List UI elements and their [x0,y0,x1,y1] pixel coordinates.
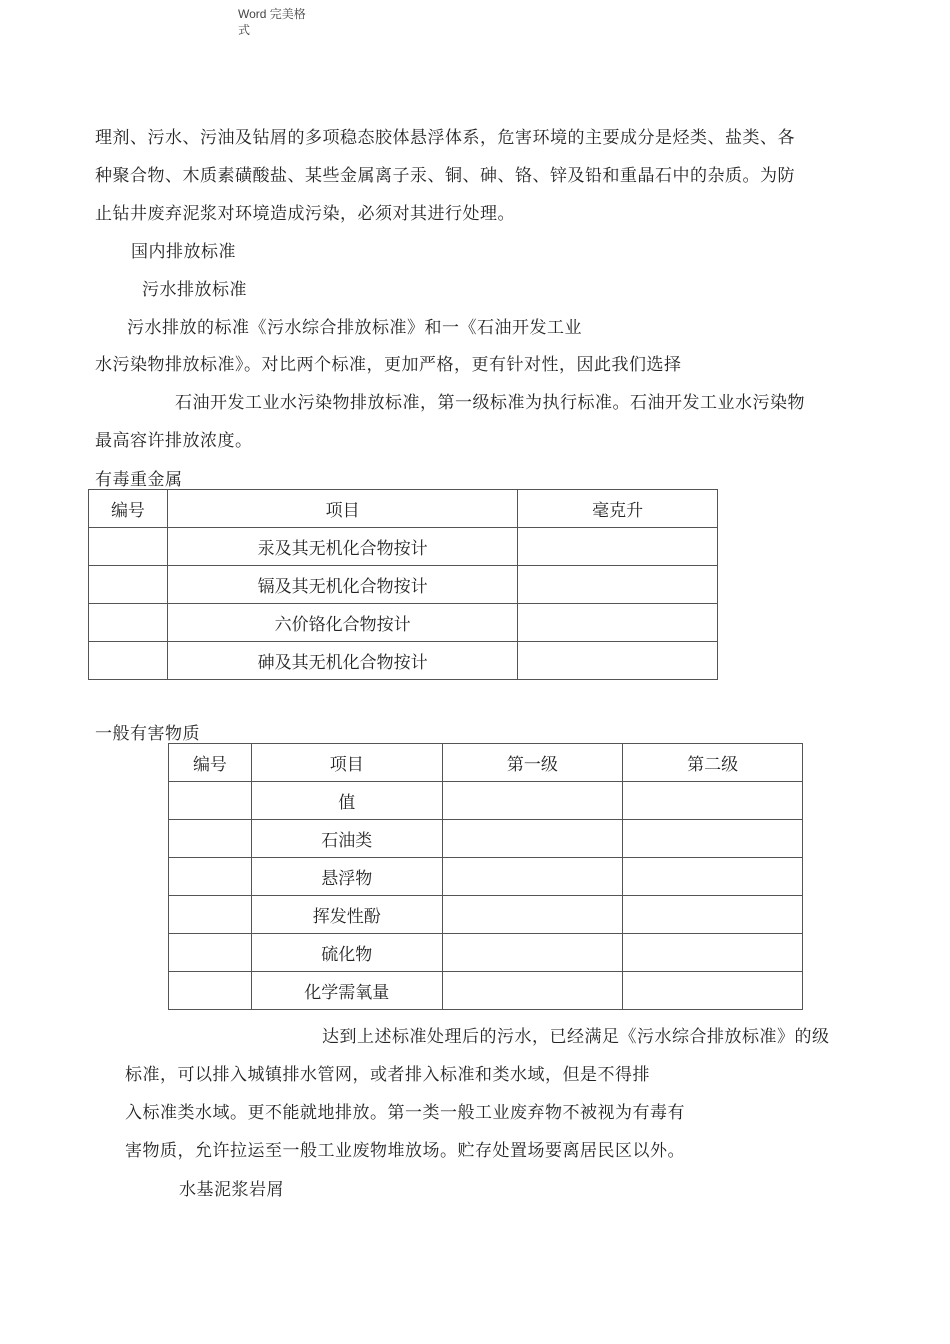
table-cell [169,972,252,1010]
table-header-row [169,744,803,782]
table-cell [89,528,168,566]
table-header-cell: 编号 [89,490,168,528]
paragraph-2-line-1: 污水排放的标准《污水综合排放标准》和一《石油开发工业 [127,318,582,338]
table-cell [89,604,168,642]
table-row [169,934,803,972]
table-cell [169,896,252,934]
paragraph-2-line-2: 水污染物排放标准》。对比两个标准，更加严格，更有针对性，因此我们选择 [95,355,682,375]
table-cell: 挥发性酚 [251,896,442,934]
heading-water-based-mud: 水基泥浆岩屑 [179,1180,284,1200]
table-heavy-metals [88,489,718,680]
table-header-cell: 第二级 [623,744,803,782]
table-cell [623,820,803,858]
table-cell [442,972,623,1010]
paragraph-3-line-2: 最高容许排放浓度。 [95,431,253,451]
table-general-pollutants [168,743,803,1010]
table-row [169,858,803,896]
table-cell: 硫化物 [251,934,442,972]
table-cell: 值 [251,782,442,820]
table-cell [442,820,623,858]
table-row [169,782,803,820]
table-cell: 悬浮物 [251,858,442,896]
table-cell [169,820,252,858]
table-header-cell: 第一级 [442,744,623,782]
table-cell: 汞及其无机化合物按计 [167,528,517,566]
paragraph-1-line-3: 止钻井废弃泥浆对环境造成污染，必须对其进行处理。 [95,204,515,224]
table-cell [169,858,252,896]
table-row [89,528,718,566]
table-1-title: 有毒重金属 [95,470,183,490]
table-row [169,896,803,934]
table-cell: 六价铬化合物按计 [167,604,517,642]
table-cell [623,782,803,820]
table-cell [442,782,623,820]
table-cell [518,566,718,604]
table-2-title: 一般有害物质 [95,724,200,744]
paragraph-4-line-3: 入标准类水域。更不能就地排放。第一类一般工业废弃物不被视为有毒有 [125,1103,685,1123]
table-cell [89,566,168,604]
table-row [89,642,718,680]
paragraph-4-line-1: 达到上述标准处理后的污水，已经满足《污水综合排放标准》的级 [322,1027,830,1047]
paragraph-4-line-4: 害物质，允许拉运至一般工业废物堆放场。贮存处置场要离居民区以外。 [125,1141,685,1161]
paragraph-1-line-1: 理剂、污水、污油及钻屑的多项稳态胶体悬浮体系，危害环境的主要成分是烃类、盐类、各 [95,128,795,148]
table-cell [623,896,803,934]
table-cell: 镉及其无机化合物按计 [167,566,517,604]
table-header-row [89,490,718,528]
heading-sewage-standard: 污水排放标准 [142,280,247,300]
paragraph-3-line-1: 石油开发工业水污染物排放标准，第一级标准为执行标准。石油开发工业水污染物 [175,393,805,413]
table-cell [518,642,718,680]
table-cell: 砷及其无机化合物按计 [167,642,517,680]
table-row [89,604,718,642]
table-cell: 石油类 [251,820,442,858]
table-header-cell: 毫克升 [518,490,718,528]
heading-domestic-standard: 国内排放标准 [131,242,236,262]
header-line-1: Word 完美格 [238,7,306,21]
table-cell [623,934,803,972]
page-header [238,6,306,38]
header-line-2: 式 [238,23,251,37]
table-cell [89,642,168,680]
table-row [169,972,803,1010]
table-cell [169,782,252,820]
table-cell [518,528,718,566]
table-header-cell: 项目 [167,490,517,528]
table-cell [442,858,623,896]
table-row [89,566,718,604]
table-header-cell: 编号 [169,744,252,782]
paragraph-1-line-2: 种聚合物、木质素磺酸盐、某些金属离子汞、铜、砷、铬、锌及铅和重晶石中的杂质。为防 [95,166,795,186]
table-header-cell: 项目 [251,744,442,782]
table-cell [518,604,718,642]
table-cell [442,896,623,934]
table-cell [623,972,803,1010]
table-cell [623,858,803,896]
paragraph-4-line-2: 标准，可以排入城镇排水管网，或者排入标准和类水域，但是不得排 [125,1065,650,1085]
table-cell: 化学需氧量 [251,972,442,1010]
table-row [169,820,803,858]
table-cell [169,934,252,972]
table-cell [442,934,623,972]
